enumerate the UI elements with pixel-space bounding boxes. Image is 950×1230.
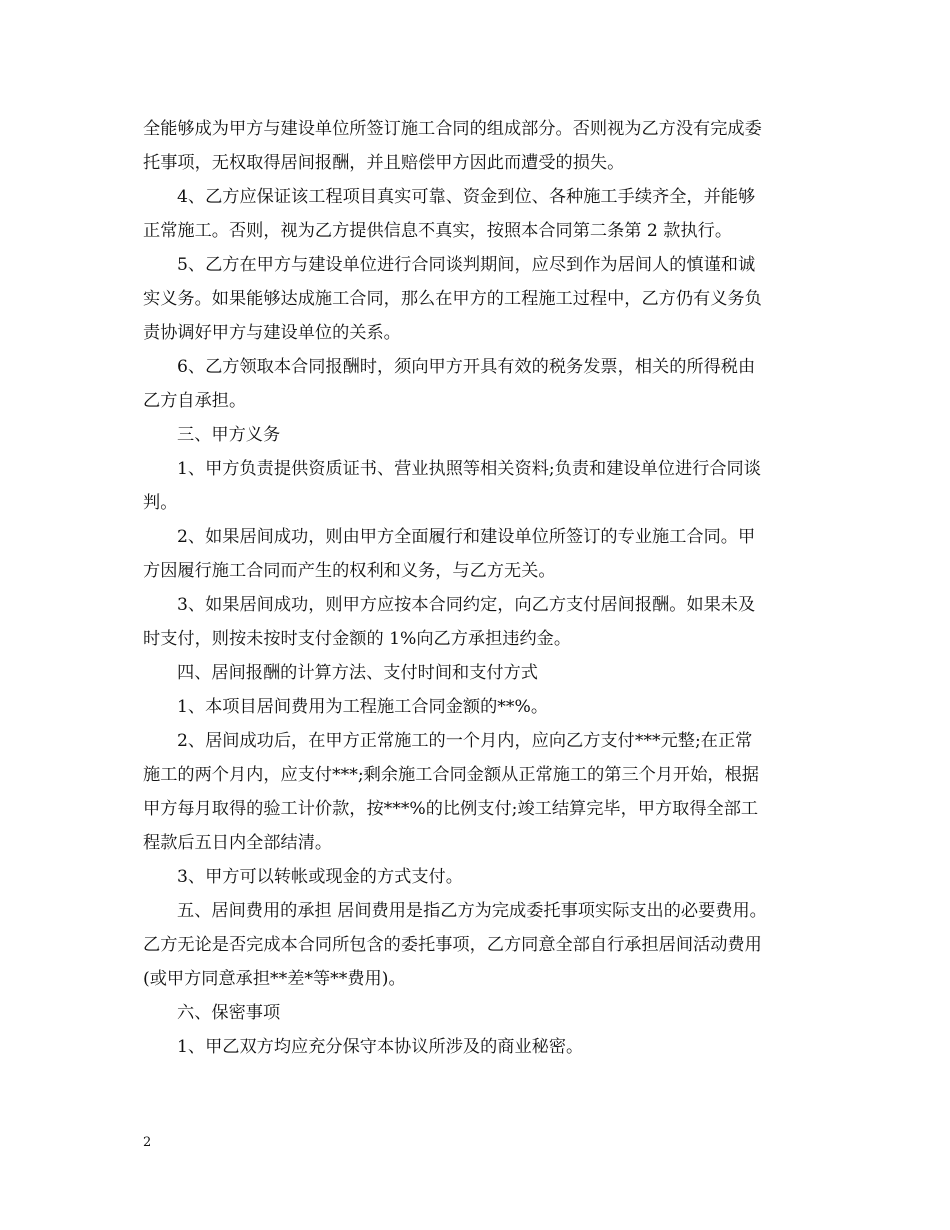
text-line: 1、甲乙双方均应充分保守本协议所涉及的商业秘密。	[177, 1037, 584, 1057]
text-line: 1、甲方负责提供资质证书、营业执照等相关资料;负责和建设单位进行合同谈	[177, 459, 761, 479]
paragraph	[143, 418, 811, 452]
paragraph	[143, 588, 811, 656]
text-line: 时支付，则按未按时支付金额的 1%向乙方承担违约金。	[143, 629, 572, 649]
text-line: 施工的两个月内，应支付***;剩余施工合同金额从正常施工的第三个月开始，根据	[143, 765, 759, 785]
text-line: 3、如果居间成功，则甲方应按本合同约定，向乙方支付居间报酬。如果未及	[177, 595, 756, 615]
text-line: 全能够成为甲方与建设单位所签订施工合同的组成部分。否则视为乙方没有完成委	[143, 119, 762, 139]
paragraph	[143, 724, 811, 860]
page-number: 2	[143, 1135, 152, 1150]
text-line: 3、甲方可以转帐或现金的方式支付。	[177, 867, 463, 887]
text-line: 六、保密事项	[177, 1003, 281, 1023]
text-line: 实义务。如果能够达成施工合同，那么在甲方的工程施工过程中，乙方仍有义务负	[143, 289, 762, 309]
paragraph	[143, 1030, 811, 1064]
text-line: 判。	[143, 493, 178, 513]
text-line: 甲方每月取得的验工计价款，按***%的比例支付;竣工结算完毕，甲方取得全部工	[143, 799, 759, 819]
text-line: 程款后五日内全部结清。	[143, 833, 333, 853]
text-line: 正常施工。否则，视为乙方提供信息不真实，按照本合同第二条第 2 款执行。	[143, 221, 733, 241]
paragraph	[143, 180, 811, 248]
text-line: (或甲方同意承担**差*等**费用)。	[143, 969, 406, 989]
paragraph	[143, 860, 811, 894]
document-body	[143, 112, 811, 1064]
text-line: 方因履行施工合同而产生的权利和义务，与乙方无关。	[143, 561, 556, 581]
paragraph	[143, 248, 811, 350]
text-line: 2、如果居间成功，则由甲方全面履行和建设单位所签订的专业施工合同。甲	[177, 527, 756, 547]
text-line: 三、甲方义务	[177, 425, 281, 445]
text-line: 责协调好甲方与建设单位的关系。	[143, 323, 401, 343]
text-line: 6、乙方领取本合同报酬时，须向甲方开具有效的税务发票，相关的所得税由	[177, 357, 756, 377]
text-line: 4、乙方应保证该工程项目真实可靠、资金到位、各种施工手续齐全，并能够	[177, 187, 756, 207]
paragraph	[143, 690, 811, 724]
text-line: 托事项，无权取得居间报酬，并且赔偿甲方因此而遭受的损失。	[143, 153, 625, 173]
paragraph	[143, 350, 811, 418]
text-line: 乙方无论是否完成本合同所包含的委托事项，乙方同意全部自行承担居间活动费用	[143, 935, 762, 955]
paragraph	[143, 520, 811, 588]
paragraph	[143, 996, 811, 1030]
paragraph	[143, 112, 811, 180]
paragraph	[143, 894, 811, 996]
text-line: 乙方自承担。	[143, 391, 247, 411]
text-line: 五、居间费用的承担 居间费用是指乙方为完成委托事项实际支出的必要费用。	[177, 901, 767, 921]
paragraph	[143, 656, 811, 690]
text-line: 2、居间成功后，在甲方正常施工的一个月内，应向乙方支付***元整;在正常	[177, 731, 753, 751]
text-line: 四、居间报酬的计算方法、支付时间和支付方式	[177, 663, 538, 683]
text-line: 5、乙方在甲方与建设单位进行合同谈判期间，应尽到作为居间人的慎谨和诚	[177, 255, 756, 275]
text-line: 1、本项目居间费用为工程施工合同金额的**%。	[177, 697, 549, 717]
paragraph	[143, 452, 811, 520]
